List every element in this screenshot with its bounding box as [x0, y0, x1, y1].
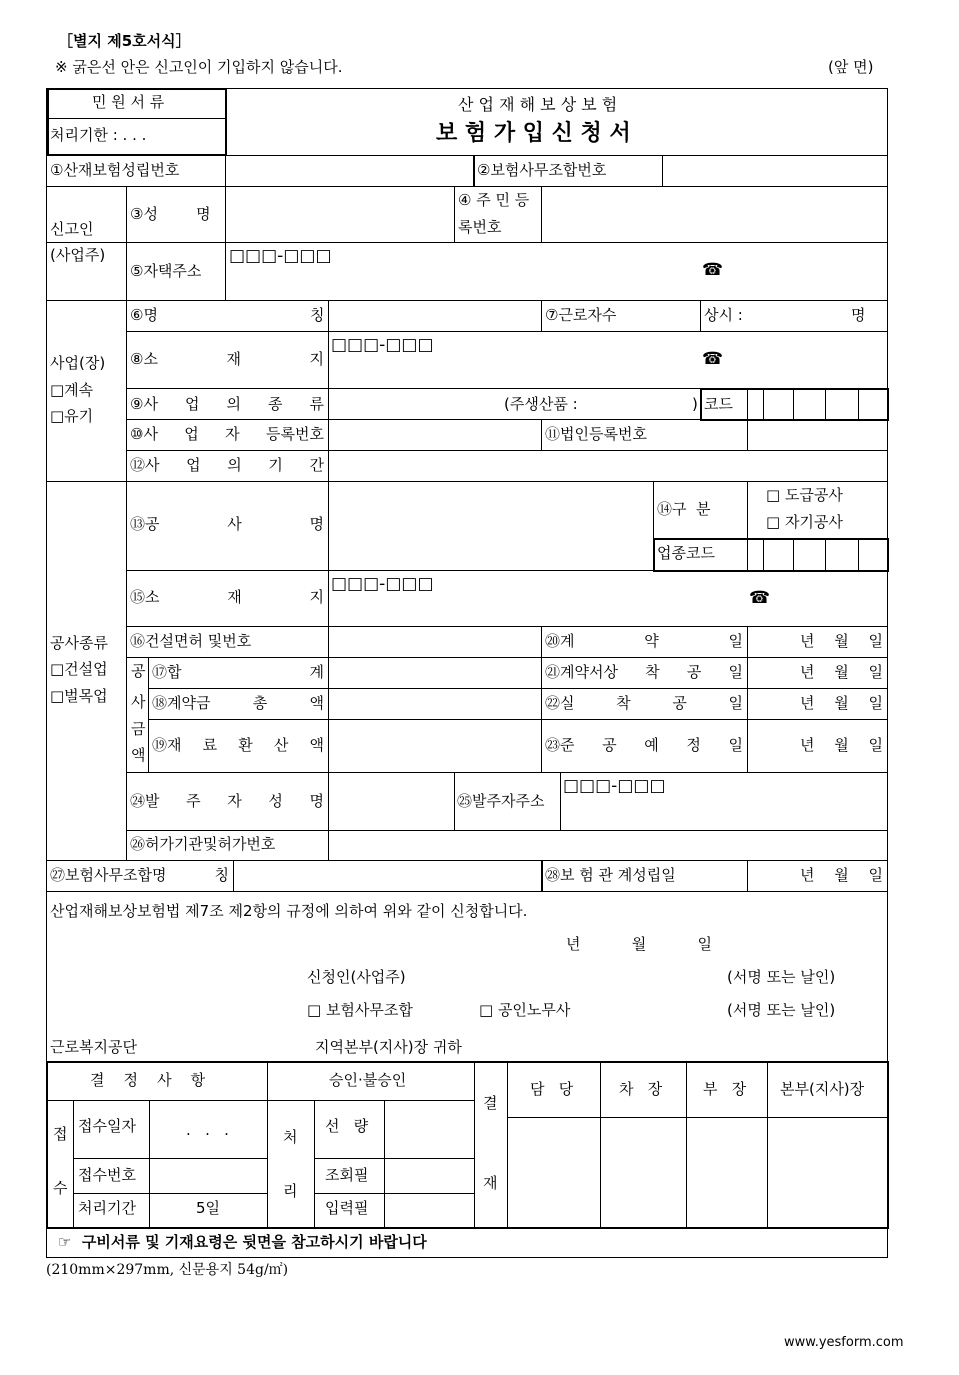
assoc-number-field[interactable]	[664, 157, 884, 185]
est-date-ymd: 년 월 일	[800, 866, 883, 884]
business-section-1: 사업(장)	[50, 354, 106, 372]
const-postal-code: □□□-□□□	[331, 574, 434, 594]
phone-icon: ☎	[702, 260, 724, 280]
proc-period-label: 처리기간	[78, 1199, 136, 1217]
start-contract-ymd: 년 월 일	[800, 663, 883, 681]
applicant-label: 신청인(사업주)	[307, 968, 406, 986]
material-label: ⑲재 료 환 산 액	[152, 736, 324, 754]
notice-text: ☞ 구비서류 및 기재요령은 뒷면을 참고하시기 바랍니다	[58, 1233, 427, 1251]
form-note: ※ 굵은선 안은 신고인이 기입하지 않습니다.	[55, 58, 343, 76]
role-deputy: 차 장	[619, 1080, 663, 1098]
civil-doc-label: 민 원 서 류	[92, 93, 165, 111]
corp-reg-label: ⑪법인등록번호	[545, 425, 647, 443]
approve-header: 승인·불승인	[329, 1071, 407, 1089]
permit-label: ㉖허가기관및허가번호	[130, 835, 276, 853]
workers-label: ⑦근로자수	[545, 306, 617, 324]
est-number-label: ①산재보험성립번호	[50, 161, 180, 179]
construction-logging: □벌목업	[50, 687, 108, 705]
assoc-name-label: ㉗보험사무조합명 칭	[50, 866, 229, 884]
orderer-address-label: ㉕발주자주소	[457, 792, 545, 810]
business-continuous: □계속	[50, 381, 94, 399]
industry-code-label: 업종코드	[657, 544, 715, 562]
cost-side-1: 공	[131, 662, 146, 680]
proc-side-1: 처	[283, 1128, 298, 1146]
applicant-section-2: (사업주)	[50, 246, 106, 264]
applicant-name-field[interactable]	[227, 188, 453, 241]
paper-spec: (210mm×297mm, 신문용지 54g/㎡)	[46, 1262, 289, 1278]
proc-side-2: 리	[283, 1182, 298, 1200]
biz-period-label: ⑫사 업 의 기 간	[130, 456, 324, 474]
role-staff: 담 당	[530, 1080, 574, 1098]
approval-side-1: 결	[483, 1094, 498, 1112]
decision-header: 결 정 사 항	[90, 1071, 206, 1089]
law-name: 산 업 재 해 보 상 보 험	[458, 95, 618, 114]
contract-amount-label: ⑱계약금 총 액	[152, 694, 324, 712]
form-number: ［별지 제5호서식］	[58, 32, 191, 50]
biz-phone-icon: ☎	[702, 349, 724, 369]
rrn-label-1: ④ 주 민 등	[458, 191, 530, 209]
applicant-section-1: 신고인	[50, 220, 94, 238]
const-name-label: ⑬공 사 명	[130, 515, 324, 533]
start-contract-label: ㉑계약서상 착 공 일	[545, 663, 743, 681]
home-address-field[interactable]	[227, 268, 697, 298]
option-contract[interactable]: □ 도급공사	[766, 486, 843, 504]
license-label: ⑯건설면허 및번호	[130, 632, 252, 650]
declaration-text: 산업재해보상보험법 제7조 제2항의 규정에 의하여 위와 같이 신청합니다.	[50, 902, 528, 920]
const-location-label: ⑮소 재 지	[130, 588, 324, 606]
est-date-label: ㉘보 험 관 계성립일	[545, 866, 676, 884]
addressee-label: 지역본부(지사)장 귀하	[315, 1038, 462, 1056]
good-label: 선 량	[325, 1117, 369, 1135]
declaration-date: 년 월 일	[566, 935, 712, 953]
contract-date-ymd: 년 월 일	[800, 632, 883, 650]
biz-location-label: ⑧소 재 지	[130, 350, 324, 368]
completion-label: ㉓준 공 예 정 일	[545, 736, 743, 754]
approval-side-2: 재	[483, 1174, 498, 1192]
receipt-date-label: 접수일자	[78, 1117, 136, 1135]
rrn-label-2: 록번호	[458, 218, 502, 236]
input-label: 입력필	[325, 1199, 369, 1217]
cost-side-4: 액	[131, 746, 146, 764]
regular-label: 상시 :	[704, 306, 743, 324]
receipt-date-dots: . . .	[186, 1121, 229, 1139]
contract-date-label: ⑳계 약 일	[545, 632, 743, 650]
biz-name-label: ⑥명	[130, 306, 158, 324]
biz-reg-label: ⑩사 업 자 등록번호	[130, 425, 324, 443]
sign-label-1: (서명 또는 날인)	[727, 968, 836, 986]
assoc-number-label: ②보험사무조합번호	[477, 161, 607, 179]
cost-side-3: 금	[131, 720, 146, 738]
biz-type-label: ⑨사 업 의 종 류	[130, 395, 324, 413]
construction-section-1: 공사종류	[50, 634, 108, 652]
role-head: 본부(지사)장	[780, 1080, 865, 1098]
biz-name-label-2: 칭	[310, 306, 325, 324]
main-product-close: )	[692, 395, 698, 413]
option-labor-attorney[interactable]: □ 공인노무사	[479, 1001, 571, 1019]
name-label: ③성 명	[130, 205, 211, 223]
postal-code: □□□-□□□	[229, 246, 332, 266]
completion-ymd: 년 월 일	[800, 736, 883, 754]
receipt-side-2: 수	[53, 1179, 68, 1197]
rrn-field[interactable]	[543, 188, 885, 241]
inquiry-label: 조회필	[325, 1166, 369, 1184]
page-side: (앞 면)	[828, 58, 874, 76]
option-self[interactable]: □ 자기공사	[766, 513, 843, 531]
orderer-postal-code: □□□-□□□	[563, 776, 666, 796]
cost-side-2: 사	[131, 693, 146, 711]
option-insurance-assoc[interactable]: □ 보험사무조합	[307, 1001, 413, 1019]
biz-postal-code: □□□-□□□	[331, 335, 434, 355]
role-manager: 부 장	[703, 1080, 747, 1098]
home-address-label: ⑤자택주소	[130, 262, 202, 280]
proc-days: 5일	[196, 1199, 221, 1217]
division-label: ⑭구 분	[657, 500, 711, 518]
agency-label: 근로복지공단	[50, 1038, 137, 1056]
deadline-label: 처리기한 : . . .	[50, 126, 147, 144]
form-title: 보 험 가 입 신 청 서	[436, 121, 631, 146]
est-number-field[interactable]	[227, 157, 471, 185]
code-label: 코드	[704, 395, 733, 413]
orderer-name-label: ㉔발 주 자 성 명	[130, 792, 324, 810]
receipt-side-1: 접	[53, 1125, 68, 1143]
receipt-no-label: 접수번호	[78, 1166, 136, 1184]
const-phone-icon: ☎	[749, 588, 771, 608]
main-product-label: (주생산품 :	[504, 395, 578, 413]
actual-start-ymd: 년 월 일	[800, 694, 883, 712]
sign-label-2: (서명 또는 날인)	[727, 1001, 836, 1019]
total-label: ⑰합 계	[152, 663, 324, 681]
business-fixed-term: □유기	[50, 407, 94, 425]
site-watermark: www.yesform.com	[784, 1335, 904, 1350]
workers-unit: 명	[851, 306, 866, 324]
construction-building: □건설업	[50, 660, 108, 678]
actual-start-label: ㉒실 착 공 일	[545, 694, 743, 712]
